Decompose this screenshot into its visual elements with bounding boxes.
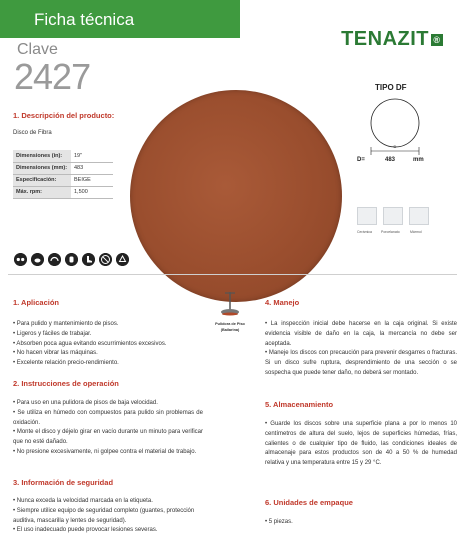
list-item: • Se utiliza en húmedo con compuestos para pulido sin problemas de oxidación. <box>13 409 203 426</box>
ear-protection-icon <box>48 253 61 266</box>
spec-value: 19" <box>71 150 113 162</box>
section-title-instrucciones: 2. Instrucciones de operación <box>13 379 119 388</box>
spec-value: BEIGE <box>71 174 113 186</box>
section-title-descripcion: 1. Descripción del producto: <box>13 111 115 120</box>
floor-polisher-icon <box>210 290 250 320</box>
clave-label: Clave <box>17 41 58 58</box>
section-title-almacenamiento: 5. Almacenamiento <box>265 400 334 409</box>
list-item: • Siempre utilice equipo de seguridad completo (guantes, protección auditiva, mascarilla y lentes de seguridad). <box>13 507 195 524</box>
diameter-value: 483 <box>385 157 396 163</box>
product-description: Disco de Fibra <box>13 130 52 136</box>
tipo-label: TIPO DF <box>375 83 407 92</box>
section-title-manejo: 4. Manejo <box>265 298 300 307</box>
section-title-empaque: 6. Unidades de empaque <box>265 498 353 507</box>
spec-row <box>13 150 113 162</box>
list-item: • Para pulido y mantenimiento de pisos. <box>13 321 119 327</box>
brand-logo <box>341 28 443 51</box>
seguridad-list <box>13 497 203 536</box>
list-item: • No presione excesivamente, ni golpee contra el material de trabajo. <box>13 448 197 455</box>
section-title-aplicacion: 1. Aplicación <box>13 298 59 307</box>
spec-row <box>13 174 113 186</box>
list-item: • Para uso en una pulidora de pisos de baja velocidad. <box>13 400 158 406</box>
spec-key: Dimensiones (in): <box>13 150 71 162</box>
aplicacion-list <box>13 320 203 369</box>
diameter-marker: D <box>393 144 397 149</box>
surface-marmol-icon <box>409 207 429 225</box>
list-item: • No hacen vibrar las máquinas. <box>13 350 98 357</box>
spec-value: 483 <box>71 162 113 174</box>
empaque-list <box>265 518 457 528</box>
spec-value: 1,500 <box>71 186 113 198</box>
list-item: • Nunca exceda la velocidad marcada en la etiqueta. <box>13 498 153 504</box>
list-item: • Maneje los discos con precaución para prevenir desgarres o fracturas. Si un disco sufre ruptura, desprendimiento de una sección o se sospecha que puede tener daño, no deberá ser montado. <box>265 350 457 376</box>
page-title: Ficha técnica <box>34 10 135 29</box>
clave-number: 2427 <box>14 56 91 97</box>
list-item: • Ligeros y fáciles de trabajar. <box>13 330 92 337</box>
gloves-icon <box>65 253 78 266</box>
surface-porcelanato-icon <box>383 207 403 225</box>
surface-label: Mármol <box>410 230 422 234</box>
spec-row <box>13 162 113 174</box>
list-item: • 5 piezas. <box>265 519 293 525</box>
disc-diagram-icon <box>358 95 438 157</box>
list-item: • La inspección inicial debe hacerse en la caja original. Si existe evidencia visible de daño en la caja, la mercancía no debe ser aceptada. <box>265 321 457 347</box>
spec-row <box>13 186 113 198</box>
boots-icon <box>82 253 95 266</box>
diameter-unit: mm <box>413 157 424 163</box>
surface-label: Cerámica <box>357 230 372 234</box>
brand-registered-mark: ® <box>431 34 443 46</box>
list-item: • Monte el disco y déjelo girar en vacío durante un minuto para verificar que no esté dañado. <box>13 429 203 446</box>
polisher-label-line: (Bailarina) <box>220 328 240 332</box>
recycle-icon <box>116 253 129 266</box>
spec-key: Máx. rpm: <box>13 186 71 198</box>
fiber-disc-image <box>130 90 342 302</box>
list-item: • Guarde los discos sobre una superficie plana a por lo menos 10 centímetros de altura del suelo, lejos de superficies húmedas, frías, calientes o de cualquier tipo de fluido, las condiciones ideales de almacenaje para estos productos son de 40 a 50 % de humedad relativa y una temperatura entre 15 y 29 °C. <box>265 421 457 467</box>
list-item: • El uso inadecuado puede provocar lesiones severas. <box>13 527 158 534</box>
spec-key: Especificación: <box>13 174 71 186</box>
instrucciones-list <box>13 399 203 458</box>
list-item: • Excelente relación precio-rendimiento. <box>13 360 119 367</box>
no-smoking-icon <box>99 253 112 266</box>
manejo-list <box>265 320 457 379</box>
specs-table <box>13 150 113 199</box>
section-divider <box>8 274 457 275</box>
surface-ceramica-icon <box>357 207 377 225</box>
surface-label: Porcelanato <box>381 230 400 234</box>
list-item: • Absorben poca agua evitando escurrimientos excesivos. <box>13 340 167 347</box>
brand-name: TENAZIT <box>341 28 429 50</box>
diameter-label: D= <box>357 157 365 163</box>
goggles-icon <box>14 253 27 266</box>
spec-key: Dimensiones (mm): <box>13 162 71 174</box>
almacenamiento-list <box>265 420 457 469</box>
mask-icon <box>31 253 44 266</box>
section-title-seguridad: 3. Información de seguridad <box>13 478 114 487</box>
polisher-label-line: Pulidora de Piso <box>215 322 245 326</box>
polisher-label <box>207 321 253 333</box>
